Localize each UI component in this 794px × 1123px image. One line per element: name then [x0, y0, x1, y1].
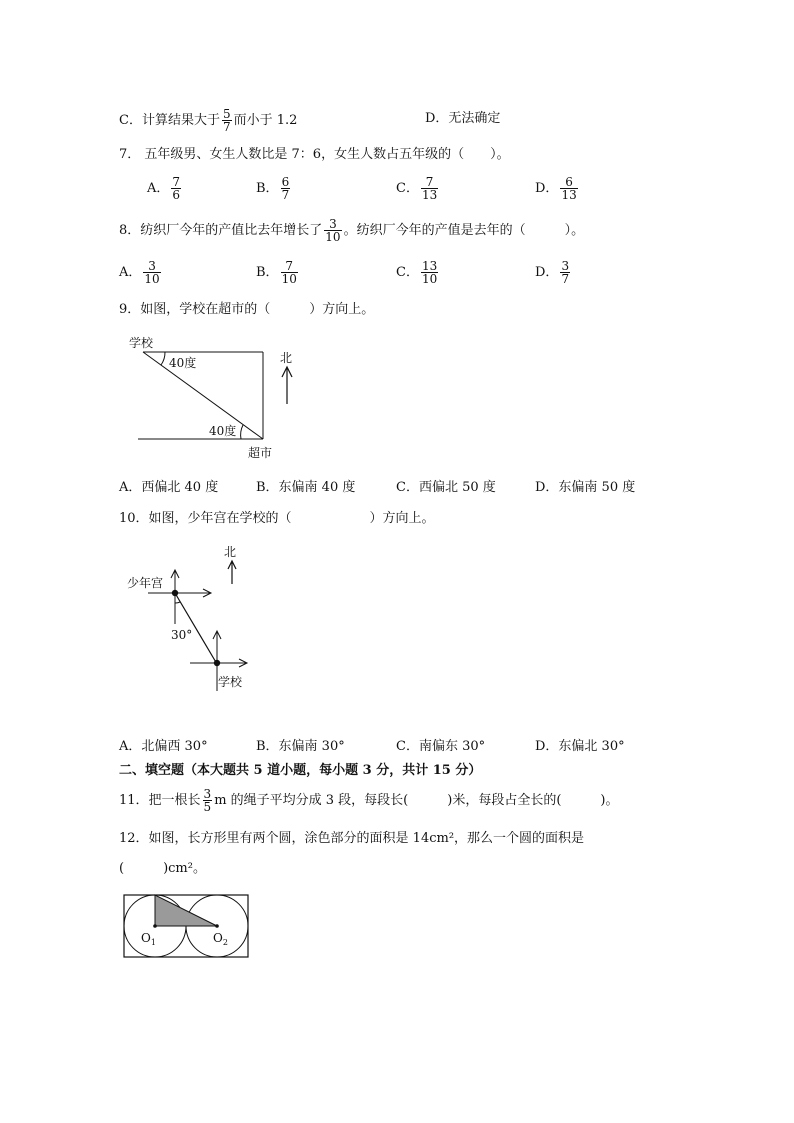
- label-o1: $O_1$: [141, 931, 156, 947]
- q8-option-a: A． $\frac{3}{10}$: [119, 259, 160, 286]
- q8-option-d: D． $\frac{3}{7}$: [535, 259, 570, 286]
- q9-stem: 9．如图，学校在超市的（ ）方向上。: [119, 302, 375, 317]
- label-north: 北: [280, 351, 293, 365]
- label-o2: $O_2$: [213, 931, 228, 947]
- q11-stem: 11．把一根长 $\frac{3}{5}$ m 的绳子平均分成 3 段，每段长( )米，每段占全长的( )。: [119, 787, 619, 814]
- q9-option-a: A．西偏北 40 度: [119, 480, 219, 495]
- label-market: 超市: [248, 446, 273, 460]
- q8-option-c: C． $\frac{13}{10}$: [396, 259, 438, 286]
- q8-stem: 8．纺织厂今年的产值比去年增长了 $\frac{3}{10}$ 。纺织厂今年的产值是去年的（ ）。: [119, 217, 585, 244]
- q6-option-d: D．无法确定: [425, 111, 501, 126]
- q7-option-b: B． $\frac{6}{7}$: [256, 175, 290, 202]
- q7-option-a: A． $\frac{7}{6}$: [147, 175, 181, 202]
- q10-option-b: B．东偏南 30°: [256, 739, 345, 754]
- q9-option-c: C．西偏北 50 度: [396, 480, 496, 495]
- q7-option-c: C． $\frac{7}{13}$: [396, 175, 438, 202]
- q7-stem: 7． 五年级男、女生人数比是 7：6，女生人数占五年级的（ ）。: [119, 147, 510, 162]
- q9-option-b: B．东偏南 40 度: [256, 480, 356, 495]
- q9-option-d: D．东偏南 50 度: [535, 480, 636, 495]
- label-school: 学校: [129, 336, 154, 350]
- label-school: 学校: [218, 675, 243, 689]
- section-title: 二、填空题（本大题共 5 道小题，每小题 3 分，共计 15 分）: [119, 763, 482, 778]
- label-palace: 少年宫: [127, 576, 164, 590]
- label-north: 北: [224, 545, 237, 559]
- q6-option-c: C．计算结果大于 $\frac{5}{7}$ 而小于 1.2: [119, 107, 298, 134]
- q12-answer-line: ( )cm²。: [119, 861, 206, 876]
- q10-option-c: C．南偏东 30°: [396, 739, 486, 754]
- q10-option-a: A．北偏西 30°: [119, 739, 208, 754]
- q10-option-d: D．东偏北 30°: [535, 739, 625, 754]
- label-angle1: 40度: [169, 356, 197, 370]
- q7-option-d: D． $\frac{6}{13}$: [535, 175, 577, 202]
- label-angle2: 40度: [209, 424, 237, 438]
- q12-stem: 12．如图，长方形里有两个圆，涂色部分的面积是 14cm²，那么一个圆的面积是: [119, 831, 585, 846]
- label-angle: 30°: [171, 628, 193, 642]
- q8-option-b: B． $\frac{7}{10}$: [256, 259, 297, 286]
- q10-stem: 10．如图，少年宫在学校的（ ）方向上。: [119, 511, 435, 526]
- fraction: $\frac{5}{7}$: [222, 107, 231, 134]
